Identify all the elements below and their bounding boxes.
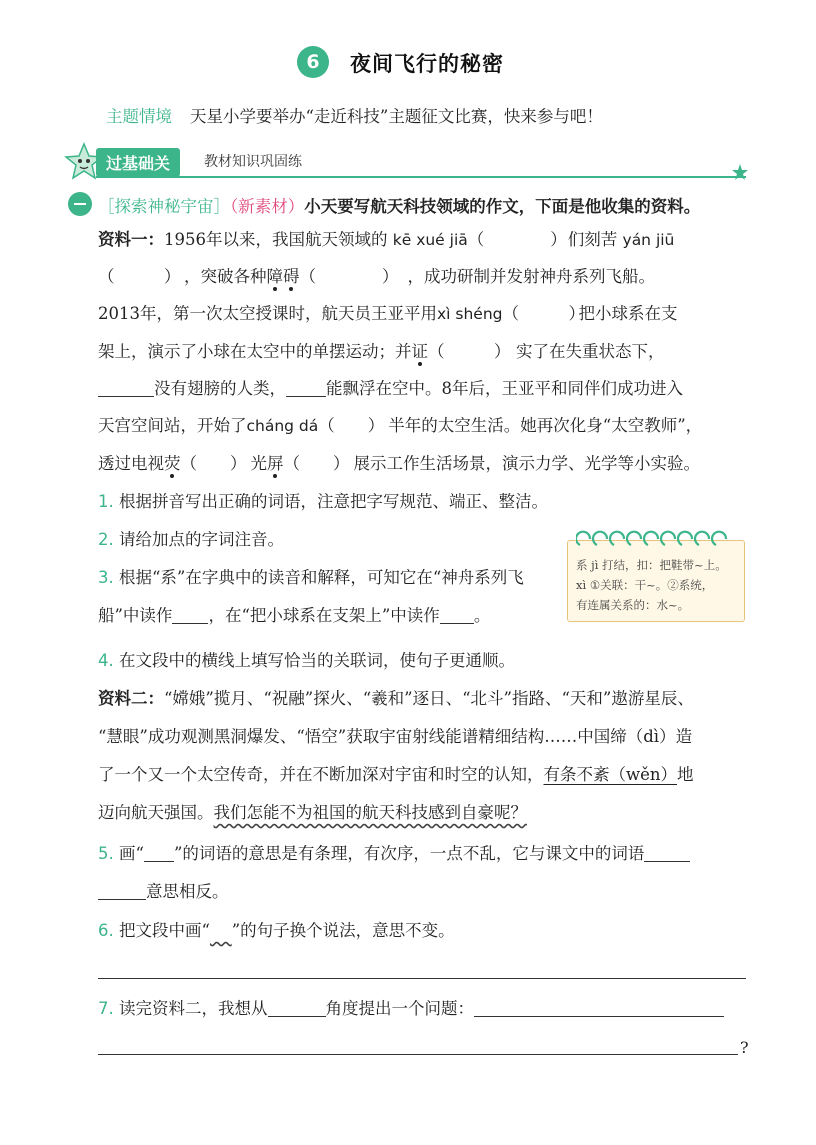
section-badge-label: 过基础关 [106,154,171,173]
question-5-text: 意思相反。 [146,882,229,901]
material2-label: 资料二： [98,689,164,708]
question-3-line-1 [98,562,558,594]
m2-text: 地 [677,765,694,784]
pinyin-changda: cháng dá [246,417,319,435]
question-3-line-2 [98,600,558,632]
m2-line-4 [98,797,746,829]
answer-box-changda[interactable]: （ ） [318,416,385,435]
m1-text: 1956年以来，我国航天领域的 [164,230,388,249]
answer-blank-q5-a[interactable] [644,843,690,862]
answer-box-kexuejia[interactable]: （ ） [467,230,567,249]
m1-line-5 [98,373,746,405]
dotted-char-ai: 碍 [283,267,300,286]
theme-text: 天星小学要举办“走近科技”主题征文比赛，快来参与吧！ [190,107,603,126]
dictionary-card [567,540,745,622]
m1-line-1 [98,224,746,256]
section-subtitle: 教材知识巩固练 [204,154,302,170]
m2-text: “慧眼”成功观测黑洞爆发、“悟空”获取宇宙射线能谱精细结构……中国缔（dì）造 [98,727,693,746]
question-5-line-2 [98,876,746,908]
dotted-char-ying: 荧 [164,454,181,473]
task-intro: 小天要写航天科技领域的作文，下面是他收集的资料。 [304,197,701,216]
answer-blank-q5-b[interactable] [98,881,146,900]
answer-box-ying[interactable]: （ ） [180,454,247,473]
question-3-text: 船”中读作 [98,606,173,625]
question-7 [98,993,746,1025]
answer-box-zheng[interactable]: （ ） [428,342,511,361]
m1-text: 半年的太空生活。她再次化身“太空教师”， [388,416,703,435]
task-number-mark [74,203,86,205]
m1-text: 展示工作生活场景，演示力学、光学等小实验。 [353,454,700,473]
m1-text: ，成功研制并发射神舟系列飞船。 [407,267,655,286]
m1-text: 光 [250,454,267,473]
section-badge [96,148,180,177]
question-3-text: ，在“把小球系在支架上”中读作 [208,606,440,625]
dictionary-line-1: 系 jì 打结，扣：把鞋带~上。 [576,558,727,572]
question-5-line-1 [98,838,746,870]
m1-text: 2013年，第一次太空授课时，航天员王亚平用 [98,304,437,323]
m1-line-2 [98,261,746,293]
m1-text: 透过电视 [98,454,164,473]
question-6-number: 6. [98,921,114,940]
lesson-number-badge [297,46,329,78]
m1-line-6 [98,410,746,442]
spiral-binding-icon [576,527,736,549]
answer-blank-q7-angle[interactable] [268,998,326,1017]
question-1 [98,486,746,518]
question-6-text: ”的句子换个说法，意思不变。 [231,921,455,940]
m1-text: 把小球系在支 [578,304,678,323]
question-7-number: 7. [98,999,114,1018]
task-heading [98,193,700,217]
underline-sample [144,843,174,862]
m1-text: 实了在失重状态下， [516,342,665,361]
wavy-line-sample [210,921,232,940]
answer-box-zhangai[interactable]: （ ） [299,267,399,286]
pinyin-xisheng: xì shéng [437,305,503,323]
dictionary-line-2: xì ①关联：干~。②系统， [576,578,714,592]
m1-text: 能飘浮在空中。8年后，王亚平和同伴们成功进入 [326,379,683,398]
answer-box-ping[interactable]: （ ） [283,454,350,473]
question-5-text: ”的词语的意思是有条理，有次序，一点不乱，它与课文中的词语 [173,844,645,863]
answer-blank-xi-2[interactable] [440,605,474,624]
answer-line-q7[interactable] [98,1054,738,1055]
answer-box-xisheng[interactable]: （ ） [502,304,586,323]
answer-blank-xi-1[interactable] [172,605,208,624]
question-4-number: 4. [98,651,114,670]
m1-line-4 [98,336,746,368]
task-tag-topic: ［探索神秘宇宙］ [98,197,230,216]
m2-text: “嫦娥”揽月、“祝融”探火、“羲和”逐日、“北斗”指路、“天和”遨游星辰、 [164,689,694,708]
question-5-number: 5. [98,844,114,863]
conjunction-blank-1[interactable] [98,378,154,397]
question-6 [98,915,746,947]
question-5-text: 画“ [119,844,144,863]
question-1-text: 根据拼音写出正确的词语，注意把字写规范、端正、整洁。 [119,492,548,511]
dotted-char-zhang: 障 [266,267,283,286]
m1-line-3 [98,298,746,330]
section-header [64,142,754,182]
question-6-text: 把文段中画“ [119,921,210,940]
lesson-number: 6 [306,51,320,73]
theme-label: 主题情境 [106,107,172,126]
conjunction-blank-2[interactable] [286,378,326,397]
dictionary-line-3: 有连属关系的：水~。 [576,598,690,612]
question-7-text: 角度提出一个问题： [325,999,474,1018]
question-3-text: 根据“系”在字典中的读音和解释，可知它在“神舟系列飞 [119,568,524,587]
m1-text: 天宫空间站，开始了 [98,416,247,435]
dotted-char-zheng: 证 [411,342,428,361]
question-2-text: 请给加点的字词注音。 [119,530,284,549]
dotted-char-ping: 屏 [267,454,284,473]
answer-line-q6[interactable] [98,978,746,979]
star-icon [732,164,748,180]
m2-line-2 [98,721,746,753]
m2-text: 迈向航天强国。 [98,803,214,822]
answer-box-yanjiu[interactable]: （ ） [98,267,181,286]
m1-text: ，突破各种 [184,267,267,286]
question-4 [98,645,746,677]
m2-text: 了一个又一个太空传奇，并在不断加深对宇宙和时空的认知， [98,765,544,784]
question-7-end: ? [740,1038,749,1057]
question-1-number: 1. [98,492,114,511]
m1-text: 们刻苦 [567,230,618,249]
underlined-phrase: 有条不紊（wěn） [543,765,678,784]
material1-label: 资料一： [98,230,164,249]
page-title: 夜间飞行的秘密 [350,52,504,76]
wavy-underlined-sentence: 我们怎能不为祖国的航天科技感到自豪呢？ [213,803,527,822]
question-7-text: 读完资料二，我想从 [119,999,268,1018]
m1-text: 架上，演示了小球在太空中的单摆运动；并 [98,342,412,361]
question-4-text: 在文段中的横线上填写恰当的关联词，使句子更通顺。 [119,651,515,670]
m1-text: 没有翅膀的人类， [154,379,286,398]
question-2-number: 2. [98,530,114,549]
m2-line-1 [98,683,746,715]
pinyin-yanjiu: yán jiū [622,231,675,249]
pinyin-kexuejia: kē xué jiā [392,231,468,249]
theme-line [106,103,603,127]
question-3-number: 3. [98,568,114,587]
task-number-badge [68,192,92,216]
question-3-text: 。 [473,606,491,625]
answer-blank-q7-a[interactable] [474,998,724,1017]
section-rule [96,176,746,178]
task-tag-new: （新素材） [230,197,305,216]
m1-line-7 [98,448,746,480]
m2-line-3 [98,759,746,791]
